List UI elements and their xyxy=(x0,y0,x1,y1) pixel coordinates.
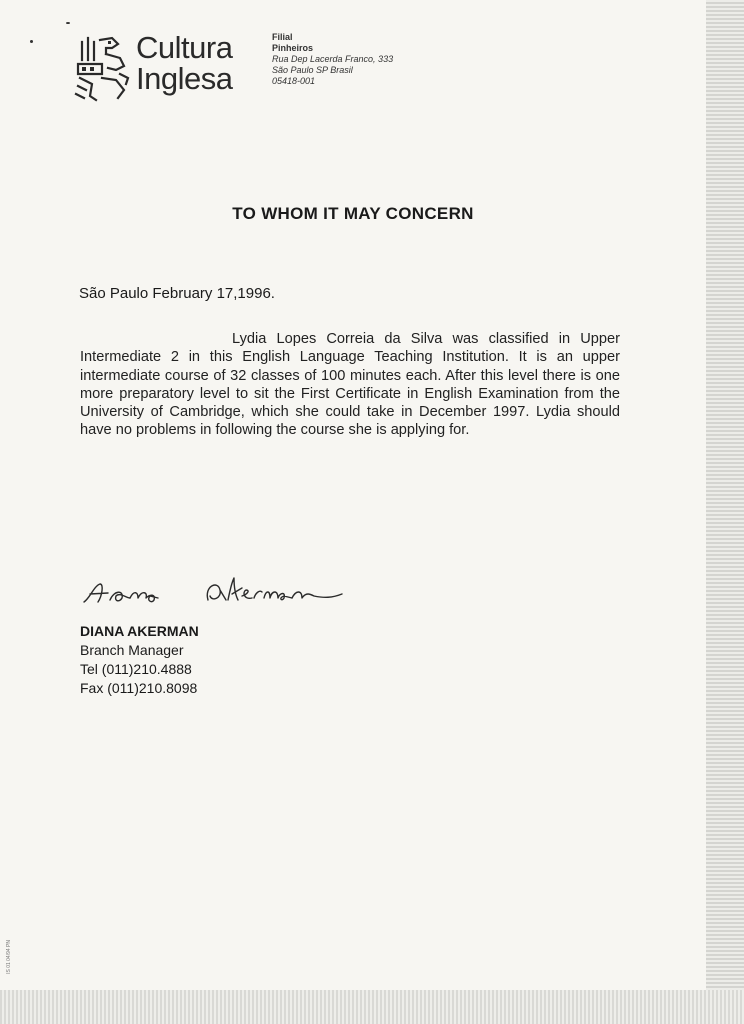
form-code-mark: IS 01 04/94 PN xyxy=(6,940,12,974)
branch-city: São Paulo SP Brasil xyxy=(272,65,353,75)
letter-date: São Paulo February 17,1996. xyxy=(79,285,275,302)
logo-line-1: Cultura xyxy=(136,30,233,65)
branch-address-block xyxy=(272,32,393,87)
signatory-block xyxy=(80,622,199,698)
branch-street: Rua Dep Lacerda Franco, 333 xyxy=(272,54,394,64)
letter-body xyxy=(80,330,620,440)
signatory-fax: Fax (011)210.8098 xyxy=(80,680,198,696)
paper-speck xyxy=(66,22,70,24)
letter-body-text: Lydia Lopes Correia da Silva was classified in Upper Intermediate 2 in this English Language Teaching Institution. It is an upper intermediate course of 32 classes of 100 minutes each. After this level there is one more preparatory level to sit the First Certificate in English Examination from the University of Cambridge, which she could take in December 1997. Lydia should have no problems in following the course she is applying for. xyxy=(80,331,620,439)
logo-wordmark xyxy=(136,32,232,94)
scan-edge-bottom xyxy=(0,990,744,1024)
lion-emblem-icon xyxy=(72,34,134,104)
cultura-inglesa-logo xyxy=(72,28,262,108)
signatory-phone: Tel (011)210.4888 xyxy=(80,661,192,677)
signatory-role: Branch Manager xyxy=(80,642,184,658)
signatory-name: DIANA AKERMAN xyxy=(80,623,199,639)
letter-title: TO WHOM IT MAY CONCERN xyxy=(232,204,474,223)
scan-edge-right xyxy=(706,0,744,1024)
signature-drawing xyxy=(80,576,350,610)
branch-postal-code: 05418-001 xyxy=(272,76,316,86)
paper-speck xyxy=(30,40,33,43)
branch-label: Filial xyxy=(272,32,293,42)
handwritten-signature xyxy=(80,576,350,615)
branch-name: Pinheiros xyxy=(272,43,314,53)
logo-line-2: Inglesa xyxy=(136,61,233,96)
